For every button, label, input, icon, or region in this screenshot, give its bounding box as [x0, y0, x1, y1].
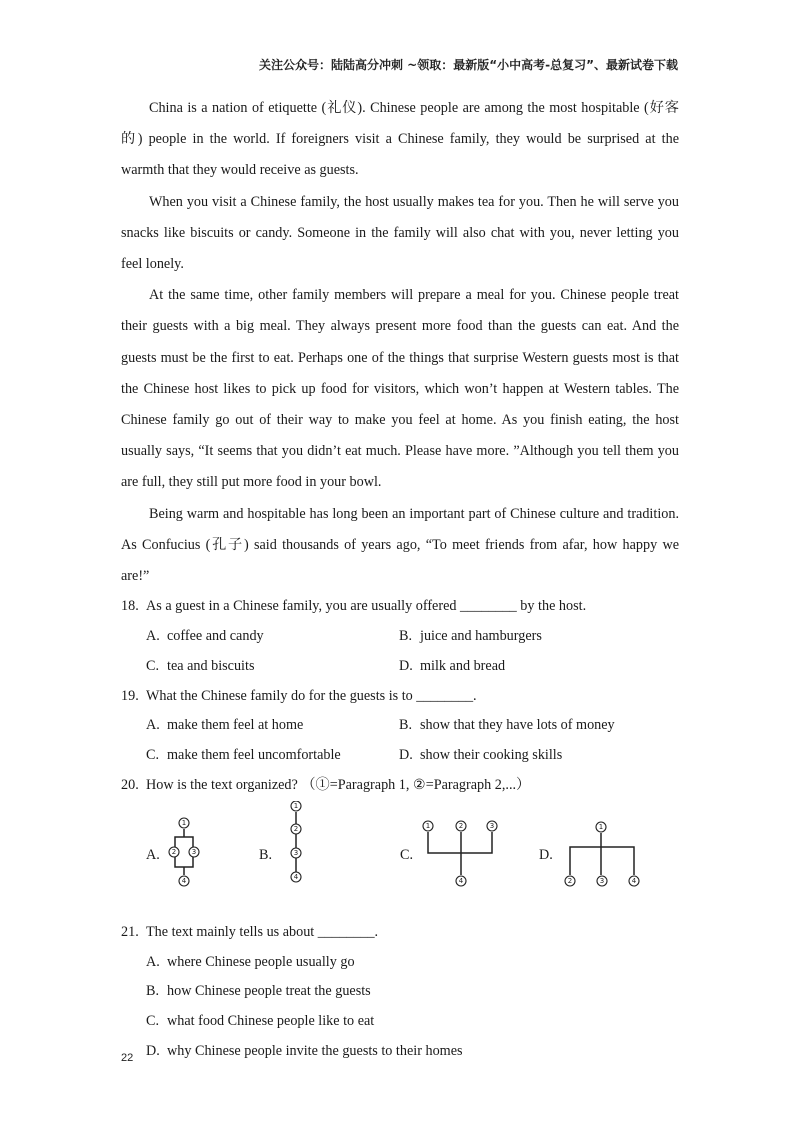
option-letter: A.: [146, 953, 160, 970]
option-c: [146, 652, 399, 682]
question-number: 18.: [121, 598, 139, 615]
diagram-b-label: B.: [259, 846, 273, 863]
question-text: As a guest in a Chinese family, you are usually offered ________ by the host.: [146, 598, 587, 615]
circle-label: 2: [171, 847, 177, 856]
passage-paragraph-4: Being warm and hospitable has long been an important part of Chinese culture and tradition. As Confucius (孔子) said thousands of years ago, “To meet friends from afar, how happy we are!”: [121, 505, 679, 585]
circle-label: 4: [293, 872, 299, 881]
option-text: show their cooking skills: [420, 747, 563, 764]
circle-label: 3: [191, 847, 197, 856]
passage-paragraph-1: China is a nation of etiquette (礼仪). Chinese people are among the most hospitable (好客的) people in the world. If foreigners visit a Chinese family, they would be surprised at the warmth that they would receive as guests.: [121, 100, 679, 179]
option-letter: D.: [146, 1043, 160, 1060]
circle-label: 1: [425, 821, 431, 830]
question-number: 19.: [121, 687, 139, 704]
circle-label: 4: [631, 876, 637, 885]
question-text: What the Chinese family do for the guests is to ________.: [146, 687, 477, 704]
option-letter: A.: [146, 628, 160, 645]
question-21: [121, 918, 679, 1067]
circle-label: 1: [181, 818, 187, 827]
diagram-c-label: C.: [400, 846, 414, 863]
option-text: why Chinese people invite the guests to their homes: [167, 1043, 463, 1060]
option-letter: C.: [146, 1013, 160, 1030]
diagram-a: [169, 818, 199, 886]
diagram-b: [291, 801, 301, 882]
option-b: [146, 977, 679, 1007]
option-letter: C.: [146, 657, 160, 674]
option-letter: C.: [146, 747, 160, 764]
option-d: [146, 1037, 679, 1067]
option-letter: D.: [399, 657, 413, 674]
question-18: [121, 592, 679, 681]
option-text: make them feel uncomfortable: [167, 747, 341, 764]
circle-label: 4: [458, 876, 464, 885]
option-letter: B.: [146, 983, 160, 1000]
diagram-drawings: [121, 801, 679, 918]
question-text: How is the text organized? （①=Paragraph 1, ②=Paragraph 2,...）: [146, 777, 531, 794]
option-c: [146, 1007, 679, 1037]
option-text: where Chinese people usually go: [167, 953, 355, 970]
option-text: coffee and candy: [167, 628, 264, 645]
question-20: [121, 771, 679, 918]
option-c: [146, 741, 399, 771]
circle-label: 1: [598, 822, 604, 831]
option-letter: D.: [399, 747, 413, 764]
option-text: make them feel at home: [167, 717, 304, 734]
question-18-stem: [121, 592, 679, 622]
diagram-d: [565, 822, 639, 886]
option-text: milk and bread: [420, 657, 506, 674]
option-d: [399, 652, 652, 682]
question-19-stem: [121, 682, 679, 712]
question-number: 21.: [121, 923, 139, 940]
option-text: show that they have lots of money: [420, 717, 615, 734]
question-text: The text mainly tells us about ________.: [146, 923, 379, 940]
page-header-promo: 关注公众号：陆陆高分冲刺 ~领取：最新版“小中高考-总复习”、最新试卷下载: [259, 58, 678, 72]
diagram-a-label: A.: [146, 846, 160, 863]
question-number: 20.: [121, 777, 139, 794]
document-body: [121, 93, 679, 1067]
option-b: [399, 711, 652, 741]
question-20-stem: [121, 771, 679, 801]
option-letter: B.: [399, 717, 413, 734]
option-a: [146, 948, 679, 978]
option-d: [399, 741, 652, 771]
option-letter: A.: [146, 717, 160, 734]
passage-paragraph-2: When you visit a Chinese family, the host usually makes tea for you. Then he will serve you snacks like biscuits or candy. Someone in the family will also chat with you, never letting you feel lonely.: [121, 193, 679, 273]
option-text: how Chinese people treat the guests: [167, 983, 371, 1000]
circle-label: 2: [293, 824, 299, 833]
circle-label: 3: [489, 821, 495, 830]
option-a: [146, 622, 399, 652]
option-a: [146, 711, 399, 741]
circle-label: 1: [293, 801, 299, 810]
circle-label: 3: [293, 848, 299, 857]
option-text: tea and biscuits: [167, 657, 255, 674]
question-19: [121, 682, 679, 771]
circle-label: 2: [458, 821, 464, 830]
circle-label: 3: [599, 876, 605, 885]
circle-label: 2: [567, 876, 573, 885]
diagram-c: [423, 821, 497, 886]
question-21-stem: [121, 918, 679, 948]
option-b: [399, 622, 652, 652]
structure-diagrams: [121, 801, 679, 918]
passage-paragraph-3: At the same time, other family members will prepare a meal for you. Chinese people treat their guests with a big meal. They always present more food than the guests can eat. And the guests must be the first to eat. Perhaps one of the things that surprise Western guests most is that the Chinese host likes to pick up food for visitors, which won’t happen at Western tables. The Chinese family go out of their way to make you feel at home. As you finish eating, the host usually says, “It seems that you didn’t eat much. Please have more. ”Although you tell them you are full, they still put more food in your bowl.: [121, 287, 679, 491]
option-text: juice and hamburgers: [420, 628, 542, 645]
diagram-d-label: D.: [539, 846, 553, 863]
page-number: 22: [121, 1052, 134, 1064]
option-text: what food Chinese people like to eat: [167, 1013, 375, 1030]
circle-label: 4: [181, 876, 187, 885]
option-letter: B.: [399, 628, 413, 645]
